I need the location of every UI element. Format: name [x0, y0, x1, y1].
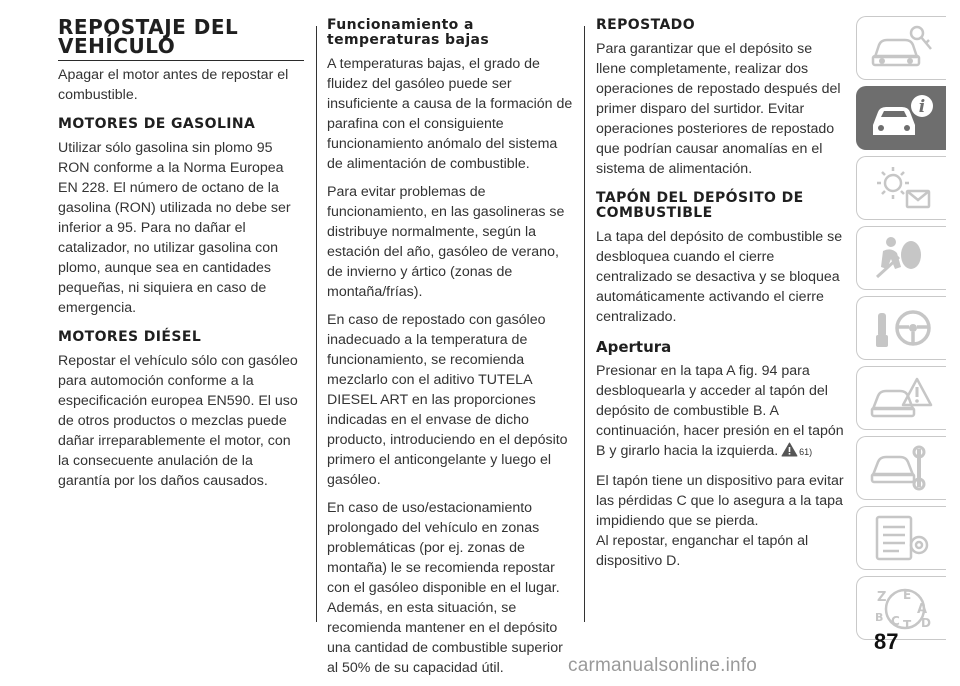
gasoline-paragraph: Utilizar sólo gasolina sin plomo 95 RON conforme a la Norma Europea EN 228. El número de octano de la gasolina (RON) utilizada no debe ser inferior a 95. Para no dañar el catalizador, no utilizar gasolina con plomo, aunque sea en cantidades pequeñas, ni siquiera en caso de emergencia.: [58, 140, 291, 316]
svg-text:i: i: [918, 97, 925, 117]
index-letter: A: [916, 602, 927, 617]
watermark: carmanualsonline.info: [568, 655, 758, 676]
low-temp-paragraph-3: En caso de repostado con gasóleo inadecuado a la temperatura de funcionamiento, se recomienda mezclarlo con el aditivo TUTELA DIESEL ART en las proporciones indicadas en el envase de dicho producto, introduciendo en el depósito primero el anticongelante y luego el gasóleo.: [327, 312, 568, 488]
warning-reference: 61): [799, 447, 813, 457]
index-letter: T: [902, 618, 911, 632]
steering-start-icon: [869, 303, 935, 353]
warning-lights-icon: [869, 163, 935, 213]
tab-emergency[interactable]: [856, 366, 946, 430]
airbag-safety-icon: [869, 233, 935, 283]
column-2: [327, 18, 575, 686]
intro-paragraph: Apagar el motor antes de repostar el combustible.: [58, 67, 289, 103]
page-number: 87: [874, 629, 899, 654]
tab-warning-lights[interactable]: [856, 156, 946, 220]
opening-heading: Apertura: [596, 338, 672, 356]
column-divider: [316, 26, 317, 622]
index-letter: Z: [876, 590, 886, 605]
index-icon: [869, 583, 935, 633]
refuel-heading: REPOSTADO: [596, 17, 696, 33]
low-temp-paragraph-2: Para evitar problemas de funcionamiento, en las gasolineras se distribuye normalmente, según la estación del año, gasóleo de verano, de invierno y ártico (zonas de montaña/frías).: [327, 184, 565, 300]
car-key-icon: [869, 23, 935, 73]
page-title: REPOSTAJE DEL VEHÍCULO: [58, 18, 304, 61]
index-letter: C: [890, 614, 900, 628]
cap-hook-paragraph: Al repostar, enganchar el tapón al dispositivo D.: [596, 533, 809, 569]
tab-maintenance[interactable]: [856, 436, 946, 500]
index-letter: D: [920, 616, 931, 630]
low-temp-paragraph-1: A temperaturas bajas, el grado de fluidez del gasóleo puede ser insuficiente a causa de la formación de parafina con el consiguiente funcionamiento anómalo del sistema de alimentación de combustible.: [327, 56, 573, 172]
fuel-cap-paragraph: La tapa del depósito de combustible se desbloquea cuando el cierre centralizado se desactiva y se bloquea automáticamente activando el cierre centralizado.: [596, 229, 843, 325]
tab-starting-driving[interactable]: [856, 296, 946, 360]
column-1: [58, 15, 304, 499]
diesel-heading: MOTORES DIÉSEL: [58, 329, 202, 345]
cap-device-paragraph: El tapón tiene un dispositivo para evitar las pérdidas C que lo asegura a la tapa impidiendo que se pierda.: [596, 473, 844, 529]
tab-safety[interactable]: [856, 226, 946, 290]
technical-data-icon: [869, 513, 935, 563]
column-divider: [584, 26, 585, 622]
tab-index[interactable]: [856, 576, 946, 640]
opening-text: Presionar en la tapa A fig. 94 para desbloquearla y acceder al tapón del depósito de combustible B. A continuación, hacer presión en el tapón B y girarlo hacia la izquierda.: [596, 363, 844, 459]
diesel-paragraph: Repostar el vehículo sólo con gasóleo para automoción conforme a la especificación europea EN590. El uso de otros productos o mezclas puede dañar irreparablemente el motor, con la consecuente anulación de la garantía por los daños causados.: [58, 353, 298, 489]
warning-triangle-icon: [781, 442, 798, 463]
fuel-cap-heading: TAPÓN DEL DEPÓSITO DE COMBUSTIBLE: [596, 190, 804, 221]
low-temp-paragraph-4: En caso de uso/estacionamiento prolongado del vehículo en zonas problemáticas (por ej. zonas de montaña) le se recomienda repostar con el gasóleo disponible en el lugar. Además, en esta situación, se recomienda mantener en el depósito una cantidad de combustible superior al 50% de su capacidad útil.: [327, 500, 563, 676]
index-letter: E: [902, 588, 911, 602]
tab-safety-info[interactable]: [856, 86, 946, 150]
car-info-icon: [869, 93, 935, 143]
low-temperature-heading: Funcionamiento a temperaturas bajas: [327, 17, 490, 48]
gasoline-heading: MOTORES DE GASOLINA: [58, 116, 256, 132]
column-3: [596, 18, 844, 579]
maintenance-icon: [869, 443, 935, 493]
opening-paragraph: [596, 361, 844, 463]
refuel-paragraph: Para garantizar que el depósito se llene completamente, realizar dos operaciones de repostado después del primer disparo del surtidor. Evitar operaciones posteriores de repostado que podrían causar anomalías en el sistema de alimentación.: [596, 41, 841, 177]
index-letter: B: [874, 611, 883, 624]
car-emergency-icon: [869, 373, 935, 423]
tab-knowing-car[interactable]: [856, 16, 946, 80]
tab-technical-data[interactable]: [856, 506, 946, 570]
